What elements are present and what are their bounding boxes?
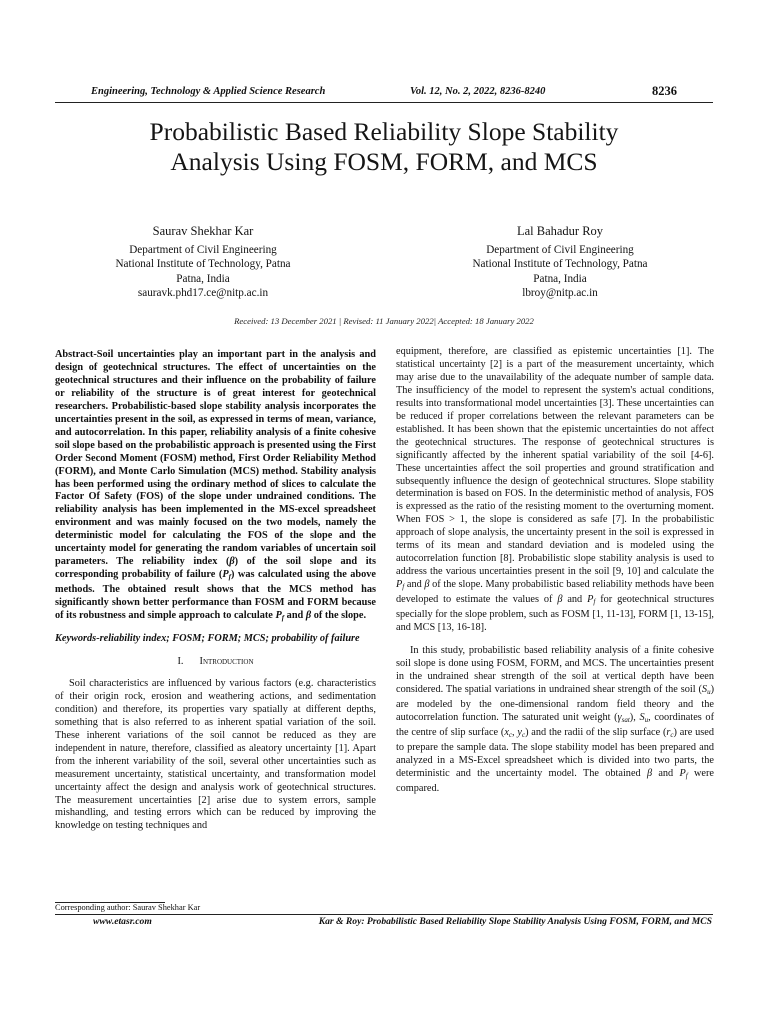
volume-info: Vol. 12, No. 2, 2022, 8236-8240: [410, 86, 546, 97]
author-name: Saurav Shekhar Kar: [152, 224, 254, 238]
author-location: Patna, India: [533, 272, 587, 285]
section-title: Introduction: [199, 655, 254, 667]
right-column: [396, 346, 714, 795]
footer-citation: Kar & Roy: Probabilistic Based Reliability Slope Stability Analysis Using FOSM, FORM, and MCS: [318, 916, 712, 927]
author-institute: National Institute of Technology, Patna: [472, 258, 648, 270]
author-department: Department of Civil Engineering: [129, 243, 277, 256]
title-line-1: Probabilistic Based Reliability Slope Stability: [149, 117, 619, 146]
left-column: [55, 349, 376, 833]
section-heading: [55, 656, 376, 669]
page-number: 8236: [652, 84, 677, 98]
corresponding-author-footnote: Corresponding author: Saurav Shekhar Kar: [55, 903, 201, 912]
title-line-2: Analysis Using FOSM, FORM, and MCS: [170, 147, 598, 176]
author-institute: National Institute of Technology, Patna: [115, 258, 291, 270]
intro-paragraph: Soil characteristics are influenced by various factors (e.g. characteristics of their origin rock, erosion and weathering actions, and sedimentation condition) and therefore, its properties vary spatially at different depths, something that is also referred to as inherent spatial variation of the soil. These inherent variations of the soil cannot be reduced as they are independent in nature, therefore, classified as aleatory uncertainty [1]. Apart from the inherent variability of the soil, several other uncertainties such as measurement uncertainty, statistical uncertainty, and transformation model uncertainty affect the design and analysis work of geotechnical structures. The measurement uncertainties [2] arise due to system errors, sample mishandling, and testing errors which can be reduced by improving the knowledge on testing techniques and: [55, 677, 376, 832]
journal-name: Engineering, Technology & Applied Science Research: [91, 86, 326, 97]
running-header: [91, 86, 677, 100]
author-block-1: [95, 224, 311, 301]
author-department: Department of Civil Engineering: [486, 243, 634, 256]
keywords: Keywords-reliability index; FOSM; FORM; MCS; probability of failure: [55, 633, 360, 645]
header-rule: [55, 102, 713, 103]
author-email[interactable]: lbroy@nitp.ac.in: [522, 287, 598, 299]
paper-title: [40, 117, 728, 177]
section-number: I.: [177, 655, 184, 667]
received-dates: Received: 13 December 2021 | Revised: 11 January 2022| Accepted: 18 January 2022: [234, 316, 534, 326]
journal-website-link[interactable]: www.etasr.com: [93, 916, 152, 927]
author-email[interactable]: sauravk.phd17.ce@nitp.ac.in: [137, 287, 269, 299]
author-block-2: [455, 224, 665, 301]
author-name: Lal Bahadur Roy: [516, 224, 604, 238]
body-paragraph-2: In this study, probabilistic based reliability analysis of a finite cohesive soil slope is done using FOSM, FORM, and MCS. The uncertainties present in the undrained shear strength of the soil at vertical depth have been considered. The spatial variations in undrained shear strength of the soil $(S_u)$ are modeled by the one-dimensional random field theory and the autocorrelation function. The saturated unit weight $(\gamma_{sat})$, $S_u$, coordinates of the centre of slip surface ($x_c$, $y_c$) and the radii of the slip surface $(r_c)$ are used to prepare the sample data. The slope stability model has been prepared and analyzed in a MS-Excel spreadsheet which is divided into two parts, the deterministic and the uncertainty model. The obtained β and $P_f$ were compared.: [396, 644, 714, 794]
abstract: Abstract-Soil uncertainties play an important part in the analysis and design of geotechnical structures. The effect of uncertainties on the geotechnical structures and their influence on the probability of failure or reliability of the structure is of great interest for geotechnical researchers. Probabilistic-based slope stability analysis incorporates the uncertainties present in the soil, as expressed in terms of mean, variance, and autocorrelation. In this paper, reliability analysis of a finite cohesive soil slope based on the probabilistic approach is presented using the First Order Second Moment (FOSM) method, First Order Reliability Method (FORM), and Monte Carlo Simulation (MCS) method. Stability analysis has been performed using the ordinary method of slices to calculate the Factor Of Safety (FOS) of the slope under undrained conditions. The reliability analysis has been implemented in the MS-excel spreadsheet environment and was mainly focused on the two models, namely the deterministic model for calculating the FOS of the slope and the uncertainty model for generating the random variables of uncertain soil parameters. The reliability index (β) of the soil slope and its corresponding probability of failure $(P_f)$ was calculated using the above methods. The obtained result shows that the MCS method has significantly shown better performance than FOSM and FORM because of its robustness and simple approach to calculate $P_f$ and β of the slope.: [55, 349, 376, 623]
running-footer: [55, 914, 713, 928]
author-location: Patna, India: [176, 272, 230, 285]
body-paragraph-1: equipment, therefore, are classified as epistemic uncertainties [1]. The statistical uncertainty [2] is a part of the measurement uncertainty, which may arise due to the unavailability of the adequate number of sample data. The insufficiency of the model to represent the system's actual conditions, results into transformational model uncertainties [3]. These uncertainties can be reduced if proper correlations between the relevant parameters can be established. It has been shown that the epistemic uncertainties do not affect the geotechnical structures. The response of geotechnical structures is significantly affected by the inherent spatial variability of the soil [4-6]. These uncertainties affect the soil properties and ground stratification and subsequently influence the design of geotechnical structures. Slope stability determination is based on FOS. In the deterministic method of analysis, FOS is expressed as the ratio of the resisting moment to the overturning moment. When FOS > 1, the slope is considered as safe [7]. In the probabilistic approach of slope analysis, the uncertainty present in the soil is expressed in terms of its mean and standard deviation and is modeled using the autocorrelation function [8]. Probabilistic slope stability analysis is used to address the various uncertainties present in the soil [9, 10] and calculate the $P_f$ and β of the slope. Many probabilistic based reliability methods have been developed to estimate the values of β and $P_f$ for geotechnical structures specially for the slope problem, such as FOSM [1, 11-13], FORM [1, 13-15], and MCS [13, 16-18].: [396, 346, 715, 634]
